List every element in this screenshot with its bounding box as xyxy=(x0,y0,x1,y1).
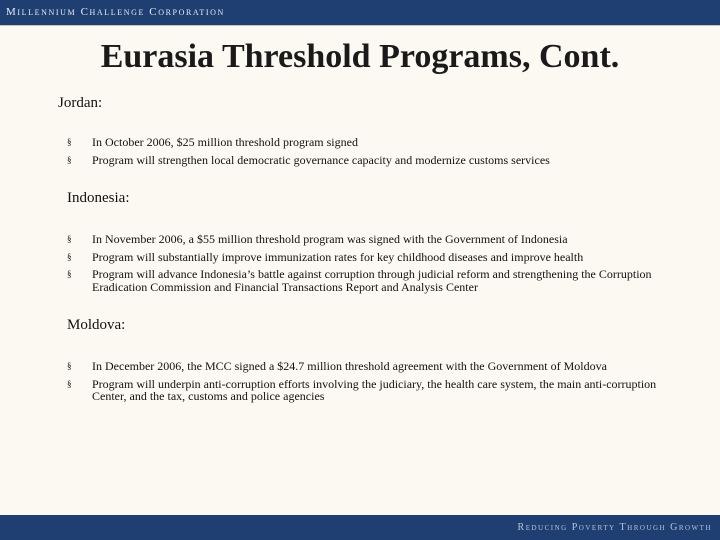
bullet-icon: § xyxy=(67,154,72,165)
header-bar xyxy=(0,0,720,25)
section-heading-jordan: Jordan: xyxy=(58,95,103,111)
list-item: § Program will advance Indonesia’s battle against corruption through judicial reform and strengthening the Corruption Eradication Commission and Financial Transactions Report and Analysis Center xyxy=(67,267,652,294)
footer-bar xyxy=(0,515,720,540)
header-divider xyxy=(0,25,720,26)
section-heading-moldova: Moldova: xyxy=(67,317,126,333)
org-name: Millennium Challenge Corporation xyxy=(6,6,225,18)
bullet-icon: § xyxy=(67,251,72,262)
list-item: § Program will underpin anti-corruption efforts involving the judiciary, the health care system, the main anti-corruption Center, and the tax, customs and police agencies xyxy=(67,376,657,403)
list-item: § In November 2006, a $55 million threshold program was signed with the Government of Indonesia xyxy=(67,232,568,246)
bullet-icon: § xyxy=(67,234,72,244)
list-item: § In October 2006, $25 million threshold program signed xyxy=(67,135,358,149)
list-item: § Program will substantially improve immunization rates for key childhood diseases and improve health xyxy=(67,249,584,264)
moldova-bullet-list xyxy=(67,360,667,408)
bullet-icon: § xyxy=(67,378,72,389)
list-item: § Program will strengthen local democratic governance capacity and modernize customs services xyxy=(67,152,550,167)
bullet-icon: § xyxy=(67,137,72,147)
jordan-bullet-list xyxy=(67,136,667,171)
footer-tagline: Reducing Poverty Through Growth xyxy=(517,522,712,533)
page-title: Eurasia Threshold Programs, Cont. xyxy=(100,38,620,75)
indonesia-bullet-list xyxy=(67,233,667,298)
bullet-icon: § xyxy=(67,269,72,279)
list-item: § In December 2006, the MCC signed a $24.7 million threshold agreement with the Government of Moldova xyxy=(67,359,607,373)
bullet-icon: § xyxy=(67,361,72,371)
section-heading-indonesia: Indonesia: xyxy=(67,190,130,206)
